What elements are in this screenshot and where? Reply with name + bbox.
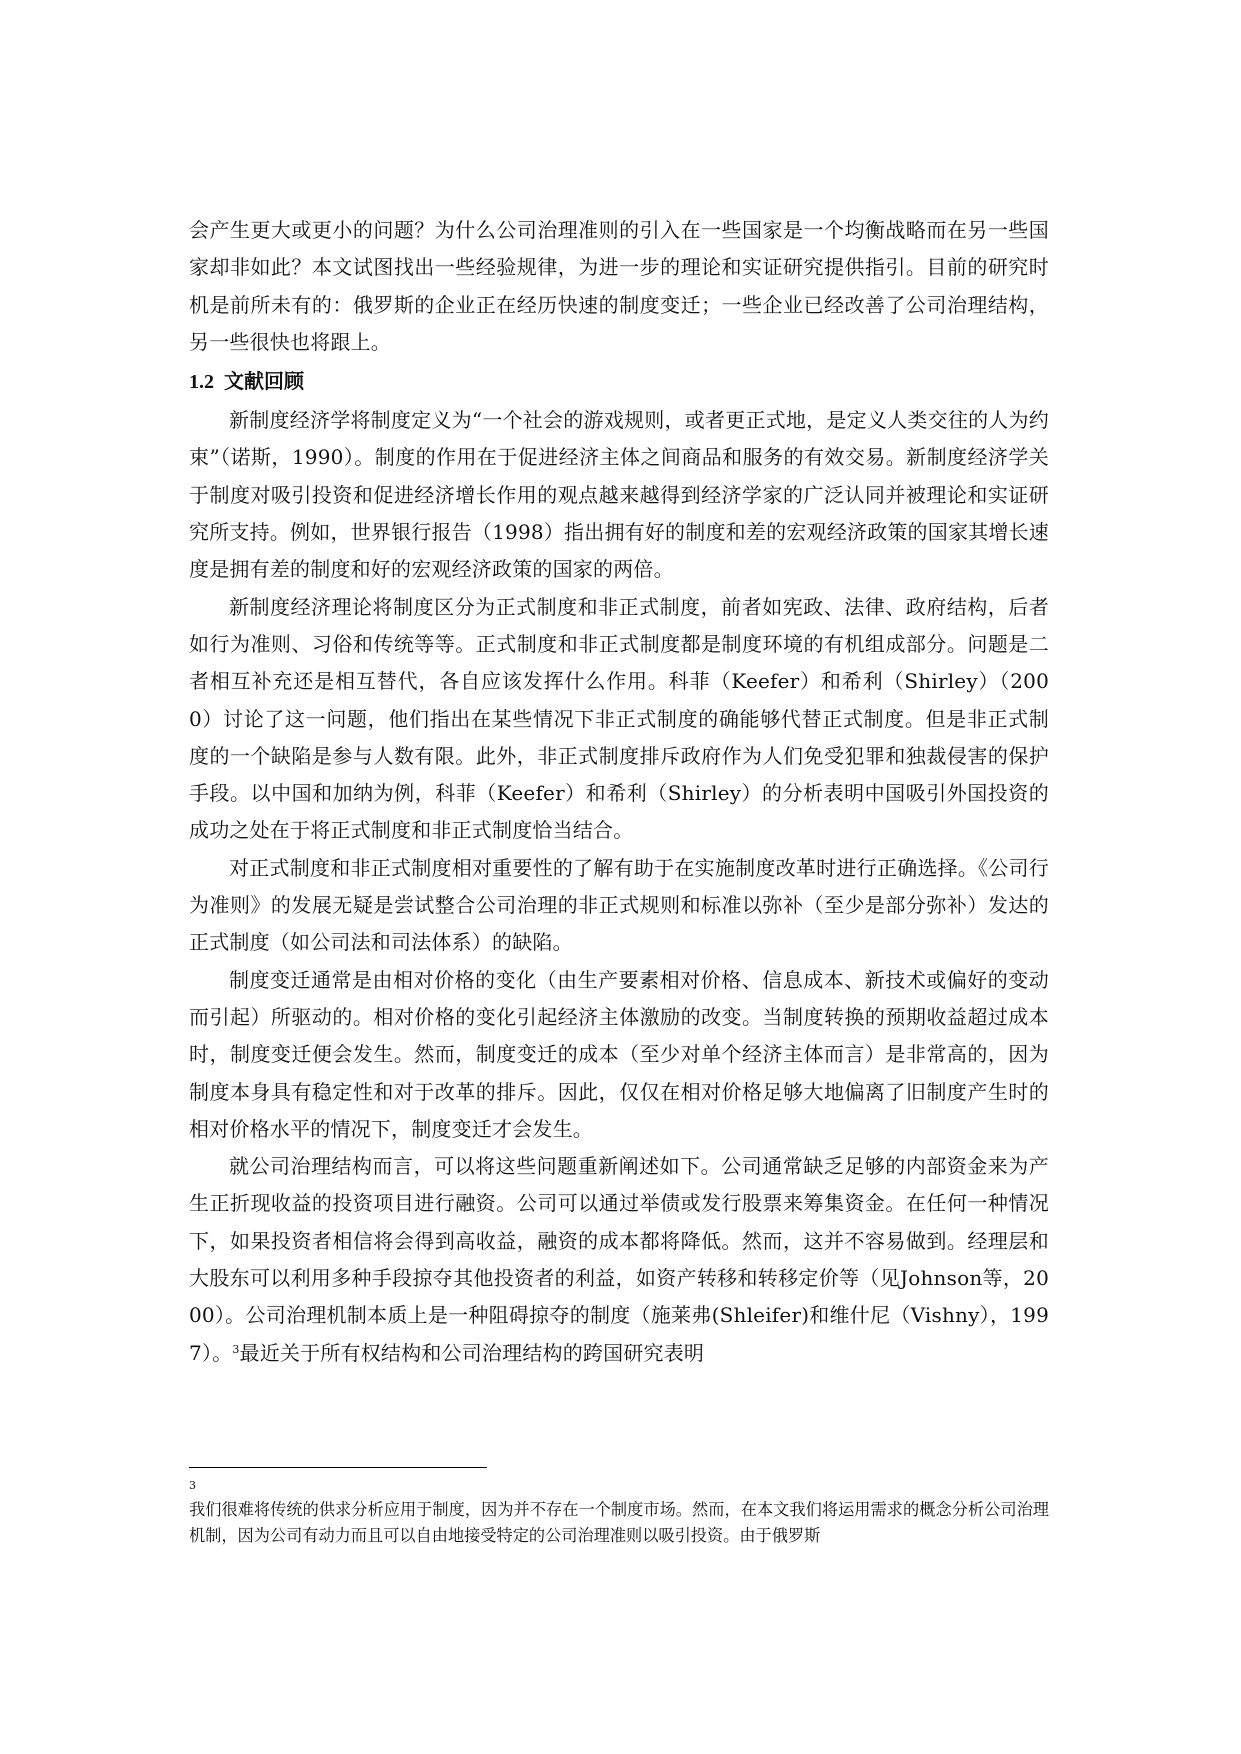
paragraph-tail: 最近关于所有权结构和公司治理结构的跨国研究表明 (239, 1340, 705, 1365)
body-text (189, 212, 1049, 1372)
footnote-reference: 3 (232, 1342, 240, 1356)
intro-paragraph: 会产生更大或更小的问题？为什么公司治理准则的引入在一些国家是一个均衡战略而在另一些国家却非如此？本文试图找出一些经验规律，为进一步的理论和实证研究提供指引。目前的研究时机是前所未有的：俄罗斯的企业正在经历快速的制度变迁；一些企业已经改善了公司治理结构，另一些很快也将跟上。 (189, 218, 1049, 354)
footnote-separator (189, 1467, 487, 1468)
paragraph-institutional-change: 制度变迁通常是由相对价格的变化（由生产要素相对价格、信息成本、新技术或偏好的变动而引起）所驱动的。相对价格的变化引起经济主体激励的改变。当制度转换的预期收益超过成本时，制度变迁便会发生。然而，制度变迁的成本（至少对单个经济主体而言）是非常高的，因为制度本身具有稳定性和对于改革的排斥。因此，仅仅在相对价格足够大地偏离了旧制度产生时的相对价格水平的情况下，制度变迁才会发生。 (189, 967, 1049, 1141)
section-heading (189, 365, 1049, 398)
footnote-mark: 3 (189, 1479, 196, 1492)
paragraph-formal-informal: 新制度经济理论将制度区分为正式制度和非正式制度，前者如宪政、法律、政府结构，后者如行为准则、习俗和传统等等。正式制度和非正式制度都是制度环境的有机组成部分。问题是二者相互补充还是相互替代，各自应该发挥什么作用。科菲（Keefer）和希利（Shirley）（2000）讨论了这一问题，他们指出在某些情况下非正式制度的确能够代替正式制度。但是非正式制度的一个缺陷是参与人数有限。此外，非正式制度排斥政府作为人们免受犯罪和独裁侵害的保护手段。以中国和加纳为例，科菲（Keefer）和希利（Shirley）的分析表明中国吸引外国投资的成功之处在于将正式制度和非正式制度恰当结合。 (189, 594, 1049, 843)
section-number: 1.2 (189, 371, 214, 394)
footnote-text: 我们很难将传统的供求分析应用于制度，因为并不存在一个制度市场。然而，在本文我们将运用需求的概念分析公司治理机制，因为公司有动力而且可以自由地接受特定的公司治理准则以吸引投资。由于俄罗斯 (189, 1500, 1049, 1545)
footnote (189, 1479, 1049, 1549)
paragraph-text: 就公司治理结构而言，可以将这些问题重新阐述如下。公司通常缺乏足够的内部资金来为产生正折现收益的投资项目进行融资。公司可以通过举债或发行股票来筹集资金。在任何一种情况下，如果投资者相信将会得到高收益，融资的成本都将降低。然而，这并不容易做到。经理层和大股东可以利用多种手段掠夺其他投资者的利益，如资产转移和转移定价等（见Johnson等，2000）。公司治理机制本质上是一种阻碍掠夺的制度（施莱弗(Shleifer)和维什尼（Vishny），1997）。 (189, 1154, 1049, 1365)
paragraph-code-of-conduct: 对正式制度和非正式制度相对重要性的了解有助于在实施制度改革时进行正确选择。《公司行为准则》的发展无疑是尝试整合公司治理的非正式规则和标准以弥补（至少是部分弥补）发达的正式制度（如公司法和司法体系）的缺陷。 (189, 855, 1049, 955)
paragraph-institutions-definition: 新制度经济学将制度定义为“一个社会的游戏规则，或者更正式地，是定义人类交往的人为约束”（诺斯，1990）。制度的作用在于促进经济主体之间商品和服务的有效交易。新制度经济学关于制度对吸引投资和促进经济增长作用的观点越来越得到经济学家的广泛认同并被理论和实证研究所支持。例如，世界银行报告（1998）指出拥有好的制度和差的宏观经济政策的国家其增长速度是拥有差的制度和好的宏观经济政策的国家的两倍。 (189, 408, 1049, 582)
paragraph-corporate-governance (189, 1148, 1049, 1372)
section-title: 文献回顾 (224, 369, 304, 394)
